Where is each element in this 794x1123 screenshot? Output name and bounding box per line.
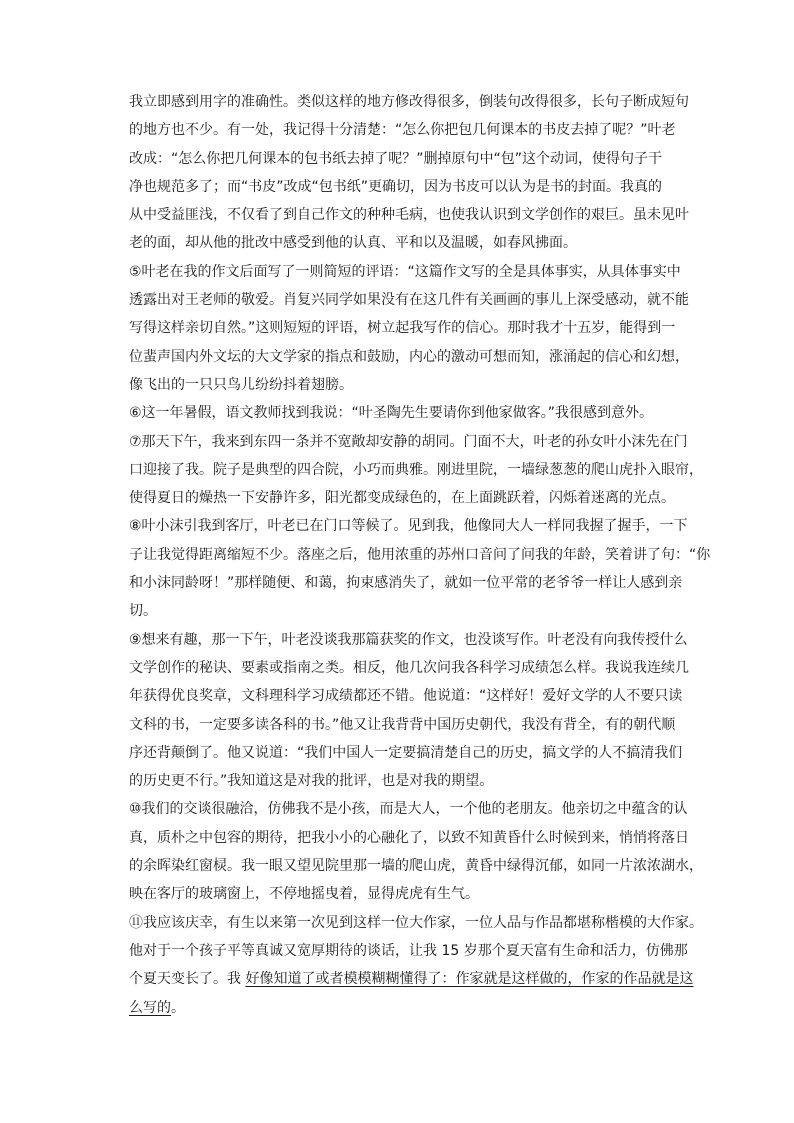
- underlined-sentence-part-2: 么写的: [129, 999, 171, 1016]
- text-line: 我立即感到用字的准确性。类似这样的地方修改得很多，倒装句改得很多，长句子断成短句: [129, 94, 689, 110]
- paragraph-7-line: ⑦那天下午，我来到东四一条并不宽敞却安静的胡同。门面不大，叶老的孙女叶小沫先在门: [129, 433, 688, 450]
- text-line: 老的面，却从他的批改中感受到他的认真、平和以及温暖，如春风拂面。: [129, 235, 577, 252]
- text-line: [129, 994, 697, 1022]
- paragraph-6-line: ⑥这一年暑假，语文教师找到我说：“叶圣陶先生要请你到他家做客。”我很感到意外。: [129, 405, 654, 422]
- text-line: 改成：“怎么你把几何课本的包书纸去掉了呢？”删掉原句中“包”这个动词，使得句子干: [129, 150, 663, 167]
- text-line: 从中受益匪浅，不仅看了到自己作文的种种毛病，也使我认识到文学创作的艰巨。虽未见叶: [129, 207, 689, 224]
- text-line: 透露出对王老师的敬爱。肖复兴同学如果没有在这几件有关画画的事儿上深受感动，就不能: [129, 292, 689, 309]
- text-line: 切。: [129, 603, 157, 620]
- paragraph-9-line: ⑨想来有趣，那一下午，叶老没谈我那篇获奖的作文，也没谈写作。叶老没有向我传授什么: [129, 631, 688, 648]
- text-line: 映在客厅的玻璃窗上，不停地摇曳着，显得虎虎有生气。: [129, 886, 479, 903]
- text-line: 真，质朴之中包容的期待，把我小小的心融化了，以致不知黄昏什么时候到来，悄悄将落日: [129, 829, 689, 846]
- paragraph-5-line: ⑤叶老在我的作文后面写了一则简短的评语：“这篇作文写的全是具体事实，从具体事实中: [129, 263, 681, 280]
- document-page: [129, 88, 711, 1022]
- paragraph-10-line: ⑩我们的交谈很融洽，仿佛我不是小孩，而是大人，一个他的老朋友。他亲切之中蕴含的认: [129, 801, 688, 818]
- ending-punctuation: 。: [171, 999, 185, 1016]
- text-line: 净也规范多了；而“书皮”改成“包书纸”更确切，因为书皮可以认为是书的封面。我真的: [129, 178, 663, 195]
- text-line: 的余晖染红窗棂。我一眼又望见院里那一墙的爬山虎，黄昏中绿得沉郁，如同一片浓浓湖水，: [129, 858, 703, 875]
- text-line: 年获得优良奖章，文科理科学习成绩都还不错。他说道：“这样好！爱好文学的人不要只读: [129, 688, 683, 705]
- text-line: 子让我觉得距离缩短不少。落座之后，他用浓重的苏州口音问了问我的年龄，笑着讲了句：“你: [129, 546, 711, 563]
- paragraph-8-line: ⑧叶小沫引我到客厅，叶老已在门口等候了。见到我，他像同大人一样同我握了握手，一下: [129, 518, 688, 535]
- paragraph-11-line: ⑪我应该庆幸，有生以来第一次见到这样一位大作家，一位人品与作品都堪称楷模的大作家。: [129, 914, 703, 931]
- text-line: 他对于一个孩子平等真诚又宽厚期待的谈话，让我 15 岁那个夏天富有生命和活力，仿佛那: [129, 942, 688, 959]
- text-line: 的地方也不少。有一处，我记得十分清楚：“怎么你把包几何课本的书皮去掉了呢？”叶老: [129, 122, 676, 139]
- text-line: 位蜚声国内外文坛的大文学家的指点和鼓励，内心的激动可想而知，涨涌起的信心和幻想，: [129, 348, 689, 365]
- text-line: 文学创作的秘诀、要素或指南之类。相反，他几次问我各科学习成绩怎么样。我说我连续几: [129, 659, 689, 676]
- text-line: 序还背颠倒了。他又说道：“我们中国人一定要搞清楚自己的历史，搞文学的人不搞清我们: [129, 744, 683, 761]
- text-line: 使得夏日的燥热一下安静许多，阳光都变成绿色的，在上面跳跃着，闪烁着迷离的光点。: [129, 490, 675, 507]
- text-line: 写得这样亲切自然。”这则短短的评语，树立起我写作的信心。那时我才十五岁，能得到一: [129, 320, 676, 337]
- line-start: 个夏天变长了。我: [129, 971, 246, 988]
- text-line: 像飞出的一只只鸟儿纷纷抖着翅膀。: [129, 376, 353, 393]
- text-line: 的历史更不行。”我知道这是对我的批评，也是对我的期望。: [129, 773, 494, 790]
- text-line: 口迎接了我。院子是典型的四合院，小巧而典雅。刚进里院，一墙绿葱葱的爬山虎扑入眼帘，: [129, 461, 703, 478]
- text-line: [129, 965, 697, 993]
- text-line: 和小沫同龄呀！”那样随便、和蔼，拘束感消失了，就如一位平常的老爷爷一样让人感到亲: [129, 575, 683, 592]
- text-line: 文科的书，一定要多读各科的书。”他又让我背背中国历史朝代，我没有背全，有的朝代顺: [129, 716, 676, 733]
- underlined-sentence-part-1: 好像知道了或者模模糊糊懂得了：作家就是这样做的，作家的作品就是这: [245, 971, 694, 988]
